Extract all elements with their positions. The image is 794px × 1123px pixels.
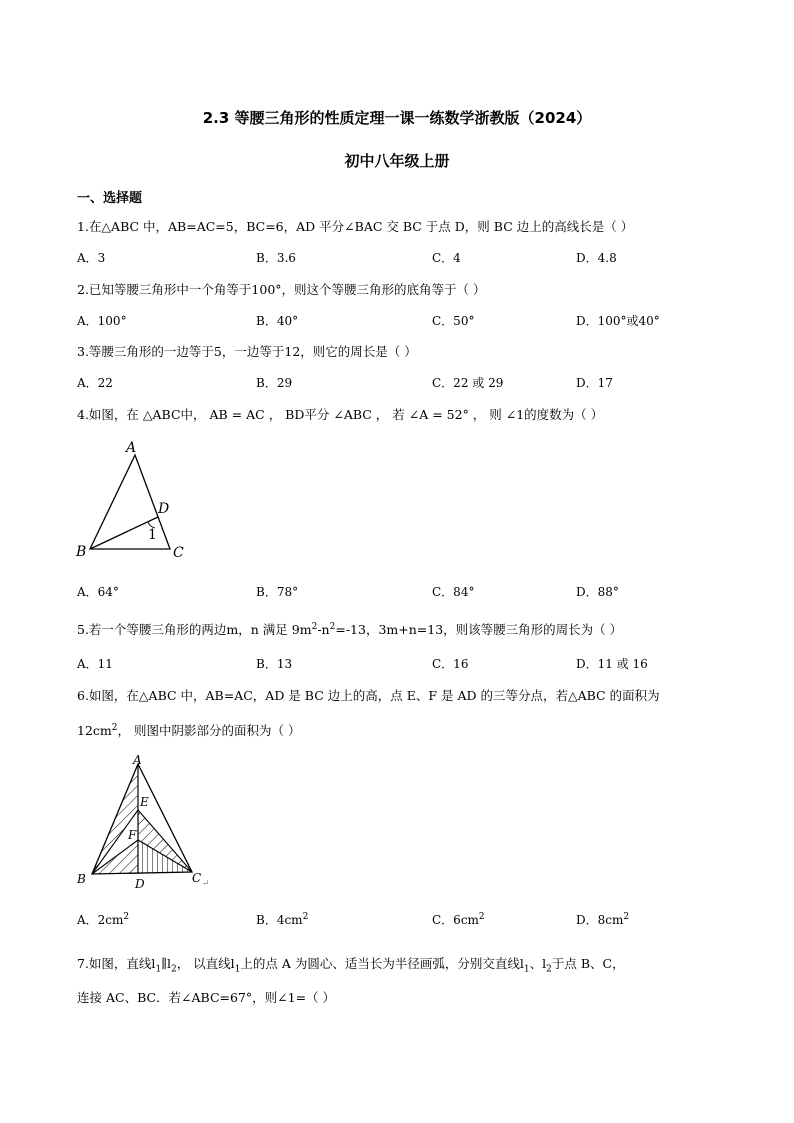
q7-part: ， 以直线l: [176, 956, 235, 971]
option-b[interactable]: B．29: [256, 376, 293, 390]
question-5-text: [77, 620, 622, 638]
option-c[interactable]: C．22 或 29: [432, 376, 504, 390]
option-b[interactable]: [256, 911, 308, 928]
label-a: A: [133, 753, 142, 767]
option-d[interactable]: D．88°: [576, 585, 619, 599]
option-d[interactable]: D．4.8: [576, 251, 617, 265]
q7-part: 7.如图，直线l: [77, 956, 156, 971]
exponent: 2: [478, 912, 485, 922]
question-1-text: 1.在△ABC 中，AB=AC=5，BC=6，AD 平分∠BAC 交 BC 于点 D，则 BC 边上的高线长是（ ）: [77, 219, 634, 234]
q5-part: =-13，3m+n=13，则该等腰三角形的周长为（ ）: [335, 622, 623, 637]
question-7-text-line1: [77, 954, 625, 975]
label-angle-1: 1: [148, 527, 157, 543]
option-b[interactable]: B．78°: [256, 585, 299, 599]
option-d[interactable]: D．17: [576, 376, 613, 390]
question-3-options: [77, 374, 717, 390]
label-b: B: [76, 544, 87, 560]
option-d-label: D．8cm: [576, 913, 624, 927]
option-b[interactable]: B．40°: [256, 314, 299, 328]
exponent: 2: [623, 912, 630, 922]
option-c-label: C．6cm: [432, 913, 479, 927]
q5-part: -n: [317, 622, 330, 637]
paragraph-mark: ↵: [202, 879, 210, 889]
question-1-options: [77, 249, 717, 265]
option-a[interactable]: A．3: [77, 251, 106, 265]
label-d: D: [135, 877, 145, 891]
exponent: 2: [123, 912, 130, 922]
option-c[interactable]: C．50°: [432, 314, 475, 328]
label-c: C: [192, 871, 202, 885]
question-3-text: 3.等腰三角形的一边等于5，一边等于12，则它的周长是（ ）: [77, 344, 417, 359]
triangle-figure-q4: [70, 435, 200, 565]
q5-part: 5.若一个等腰三角形的两边m，n 满足 9m: [77, 622, 312, 637]
subscript: 1: [234, 964, 241, 975]
label-b: B: [77, 872, 86, 886]
q7-part: ∥l: [161, 956, 171, 971]
q6-part: 12cm: [77, 723, 112, 738]
triangle-figure-q6: [72, 752, 222, 892]
label-a: A: [126, 440, 137, 456]
option-c[interactable]: C．16: [432, 657, 469, 671]
label-f: F: [128, 828, 137, 842]
q7-part: 、l: [529, 956, 547, 971]
option-b[interactable]: B．13: [256, 657, 293, 671]
option-a[interactable]: A．64°: [77, 585, 119, 599]
label-d: D: [158, 501, 170, 517]
option-a-label: A．2cm: [77, 913, 124, 927]
question-5-options: [77, 655, 717, 671]
question-2-text: 2.已知等腰三角形中一个角等于100°，则这个等腰三角形的底角等于（ ）: [77, 282, 486, 297]
document-title: 2.3 等腰三角形的性质定理一课一练数学浙教版（2024）: [202, 109, 592, 127]
option-a[interactable]: A．22: [77, 376, 113, 390]
option-d[interactable]: [576, 911, 629, 928]
option-a[interactable]: A．100°: [77, 314, 127, 328]
question-2-options: [77, 312, 717, 328]
exponent: 2: [311, 621, 318, 632]
question-6-text-line1: 6.如图，在△ABC 中，AB=AC，AD 是 BC 边上的高，点 E、F 是 AD 的三等分点，若△ABC 的面积为: [77, 688, 660, 703]
subscript: 2: [170, 964, 177, 975]
question-6-options: [77, 911, 717, 927]
subscript: 2: [546, 964, 552, 975]
exponent: 2: [302, 912, 309, 922]
subscript: 1: [523, 964, 530, 975]
label-c: C: [173, 545, 184, 561]
option-b-label: B．4cm: [256, 913, 303, 927]
option-a[interactable]: [77, 911, 129, 928]
exponent: 2: [111, 722, 118, 733]
q7-part: 于点 B、C，: [551, 956, 625, 971]
exponent: 2: [329, 621, 336, 632]
option-d[interactable]: D．100°或40°: [576, 314, 660, 328]
subscript: 1: [155, 964, 162, 975]
option-b[interactable]: B．3.6: [256, 251, 296, 265]
label-e: E: [140, 795, 149, 809]
section-heading: 一、选择题: [77, 191, 143, 206]
option-d[interactable]: D．11 或 16: [576, 657, 648, 671]
option-c[interactable]: C．84°: [432, 585, 475, 599]
question-4-options: [77, 583, 717, 599]
question-4-text: 4.如图，在 △ABC中， AB = AC ， BD平分 ∠ABC ， 若 ∠A = 52° ， 则 ∠1的度数为（ ）: [77, 407, 604, 422]
q6-part: ， 则图中阴影部分的面积为（ ）: [117, 723, 301, 738]
question-7-text-line2: 连接 AC、BC．若∠ABC=67°，则∠1=（ ）: [77, 990, 336, 1005]
question-6-text-line2: [77, 721, 300, 739]
q7-part: 上的点 A 为圆心、适当长为半径画弧，分别交直线l: [240, 956, 524, 971]
option-c[interactable]: C．4: [432, 251, 461, 265]
option-a[interactable]: A．11: [77, 657, 113, 671]
option-c[interactable]: [432, 911, 485, 928]
document-subtitle: 初中八年级上册: [344, 152, 450, 170]
